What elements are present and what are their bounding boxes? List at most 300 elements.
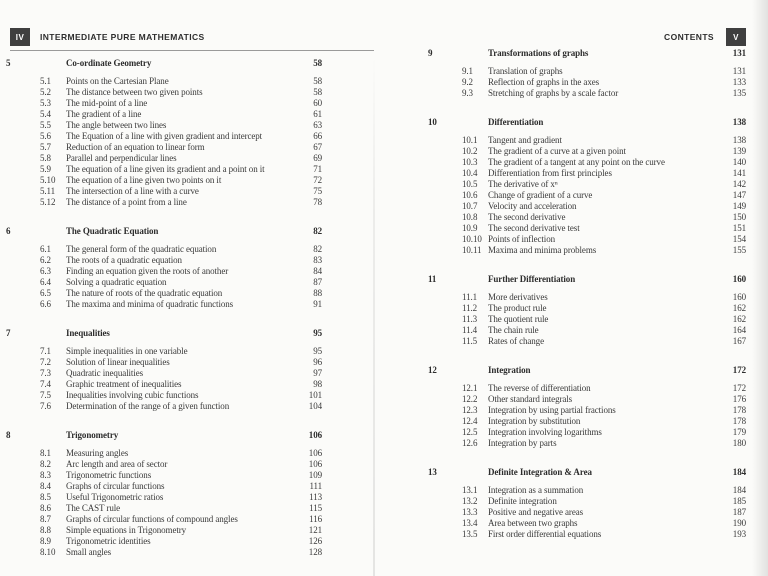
chapter-row <box>6 226 322 237</box>
entry-page-number: 95 <box>313 328 322 338</box>
entry-number: 10.1 <box>462 135 478 145</box>
chapter-5 <box>6 58 322 208</box>
section-row <box>428 314 746 325</box>
entry-page-number: 147 <box>732 190 746 200</box>
entry-page-number: 149 <box>732 201 746 211</box>
entry-title: Change of gradient of a curve <box>488 190 593 200</box>
entry-number: 8 <box>6 430 11 440</box>
entry-number: 5.9 <box>40 164 51 174</box>
section-row <box>6 299 322 310</box>
entry-title: Finding an equation given the roots of another <box>66 266 229 276</box>
section-row <box>6 368 322 379</box>
entry-page-number: 121 <box>308 525 322 535</box>
entry-page-number: 63 <box>313 120 322 130</box>
entry-page-number: 109 <box>308 470 322 480</box>
entry-number: 7.3 <box>40 368 51 378</box>
entry-page-number: 142 <box>732 179 746 189</box>
entry-page-number: 88 <box>313 288 322 298</box>
section-row <box>428 157 746 168</box>
entry-page-number: 140 <box>732 157 746 167</box>
entry-number: 6.4 <box>40 277 51 287</box>
entry-title: The distance of a point from a line <box>66 197 187 207</box>
entry-number: 13.3 <box>462 507 478 517</box>
section-row <box>6 109 322 120</box>
entry-title: Simple equations in Trigonometry <box>66 525 187 535</box>
entry-page-number: 66 <box>313 131 322 141</box>
section-row <box>428 405 746 416</box>
entry-number: 8.6 <box>40 503 51 513</box>
entry-title: More derivatives <box>488 292 548 302</box>
section-row <box>6 76 322 87</box>
entry-page-number: 72 <box>313 175 322 185</box>
section-row <box>428 223 746 234</box>
section-row <box>6 346 322 357</box>
entry-title: The maxima and minima of quadratic functions <box>66 299 234 309</box>
entry-page-number: 138 <box>732 135 746 145</box>
entry-title: Stretching of graphs by a scale factor <box>488 88 619 98</box>
entry-page-number: 135 <box>732 88 746 98</box>
section-row <box>428 416 746 427</box>
entry-number: 10.8 <box>462 212 478 222</box>
entry-page-number: 101 <box>308 390 322 400</box>
entry-number: 11 <box>428 274 437 284</box>
left-running-title: INTERMEDIATE PURE MATHEMATICS <box>40 32 205 42</box>
section-row <box>428 518 746 529</box>
entry-page-number: 106 <box>308 459 322 469</box>
entry-page-number: 179 <box>732 427 746 437</box>
entry-number: 13.2 <box>462 496 478 506</box>
entry-number: 10 <box>428 117 437 127</box>
entry-page-number: 60 <box>313 98 322 108</box>
entry-page-number: 190 <box>732 518 746 528</box>
entry-title: Tangent and gradient <box>488 135 562 145</box>
entry-number: 10.6 <box>462 190 478 200</box>
entry-title: Definite Integration & Area <box>488 467 592 477</box>
toc-right <box>428 48 746 540</box>
entry-title: Reflection of graphs in the axes <box>488 77 600 87</box>
entry-title: Co-ordinate Geometry <box>66 58 152 68</box>
entry-page-number: 160 <box>732 274 746 284</box>
entry-number: 5.12 <box>40 197 56 207</box>
entry-number: 8.4 <box>40 481 51 491</box>
entry-page-number: 184 <box>732 467 746 477</box>
entry-number: 12.1 <box>462 383 478 393</box>
entry-number: 13.5 <box>462 529 478 539</box>
entry-page-number: 131 <box>732 48 746 58</box>
left-folio-badge: IV <box>10 28 30 46</box>
entry-number: 5.3 <box>40 98 51 108</box>
entry-page-number: 172 <box>732 365 746 375</box>
page-header-right <box>428 28 746 46</box>
entry-number: 7.2 <box>40 357 51 367</box>
section-row <box>428 135 746 146</box>
entry-title: Solving a quadratic equation <box>66 277 167 287</box>
section-row <box>6 492 322 503</box>
chapter-row <box>6 328 322 339</box>
entry-title: Points on the Cartesian Plane <box>66 76 169 86</box>
entry-title: The equation of a line given two points on it <box>66 175 222 185</box>
section-row <box>6 255 322 266</box>
section-row <box>428 66 746 77</box>
section-row <box>6 470 322 481</box>
entry-title: Inequalities involving cubic functions <box>66 390 199 400</box>
entry-page-number: 193 <box>732 529 746 539</box>
entry-number: 11.1 <box>462 292 478 302</box>
chapter-row <box>428 467 746 478</box>
entry-title: The second derivative <box>488 212 566 222</box>
entry-number: 9.3 <box>462 88 473 98</box>
entry-page-number: 87 <box>313 277 322 287</box>
section-row <box>6 153 322 164</box>
entry-number: 5.8 <box>40 153 51 163</box>
section-row <box>428 303 746 314</box>
entry-number: 12.5 <box>462 427 478 437</box>
entry-number: 12.6 <box>462 438 478 448</box>
section-row <box>6 164 322 175</box>
entry-title: Reduction of an equation to linear form <box>66 142 205 152</box>
entry-number: 10.5 <box>462 179 478 189</box>
chapter-6 <box>6 226 322 310</box>
section-row <box>6 244 322 255</box>
entry-page-number: 131 <box>732 66 746 76</box>
entry-number: 5.11 <box>40 186 56 196</box>
entry-page-number: 178 <box>732 405 746 415</box>
chapter-row <box>6 58 322 69</box>
page-header-left <box>10 28 374 51</box>
entry-page-number: 115 <box>309 503 322 513</box>
entry-title: The intersection of a line with a curve <box>66 186 199 196</box>
section-row <box>6 87 322 98</box>
entry-number: 11.2 <box>462 303 478 313</box>
entry-number: 5.5 <box>40 120 51 130</box>
section-row <box>428 212 746 223</box>
entry-title: Differentiation from first principles <box>488 168 612 178</box>
entry-title: First order differential equations <box>488 529 602 539</box>
section-row <box>6 175 322 186</box>
chapter-row <box>428 365 746 376</box>
entry-title: Definite integration <box>488 496 557 506</box>
section-row <box>428 325 746 336</box>
entry-number: 10.7 <box>462 201 478 211</box>
entry-page-number: 162 <box>732 314 746 324</box>
entry-page-number: 91 <box>313 299 322 309</box>
entry-number: 10.2 <box>462 146 478 156</box>
entry-page-number: 82 <box>313 226 322 236</box>
entry-title: Graphic treatment of inequalities <box>66 379 182 389</box>
chapter-row <box>428 48 746 59</box>
entry-number: 6.5 <box>40 288 51 298</box>
entry-number: 8.3 <box>40 470 51 480</box>
entry-title: Graphs of circular functions <box>66 481 165 491</box>
entry-title: The roots of a quadratic equation <box>66 255 182 265</box>
entry-title: Measuring angles <box>66 448 129 458</box>
entry-title: Solution of linear inequalities <box>66 357 170 367</box>
section-row <box>6 131 322 142</box>
entry-page-number: 104 <box>308 401 322 411</box>
entry-title: The second derivative test <box>488 223 580 233</box>
chapter-13 <box>428 467 746 540</box>
entry-title: The nature of roots of the quadratic equation <box>66 288 223 298</box>
entry-page-number: 69 <box>313 153 322 163</box>
entry-title: Other standard integrals <box>488 394 573 404</box>
entry-title: The mid-point of a line <box>66 98 148 108</box>
entry-page-number: 138 <box>732 117 746 127</box>
entry-number: 12.4 <box>462 416 478 426</box>
entry-title: The gradient of a curve at a given point <box>488 146 626 156</box>
section-row <box>6 536 322 547</box>
chapter-7 <box>6 328 322 412</box>
entry-page-number: 141 <box>732 168 746 178</box>
entry-title: Graphs of circular functions of compound angles <box>66 514 238 524</box>
entry-title: The angle between two lines <box>66 120 167 130</box>
entry-title: Further Differentiation <box>488 274 576 284</box>
entry-page-number: 95 <box>313 346 322 356</box>
section-row <box>428 146 746 157</box>
entry-number: 13 <box>428 467 437 477</box>
section-row <box>428 179 746 190</box>
section-row <box>428 168 746 179</box>
entry-page-number: 162 <box>732 303 746 313</box>
entry-title: Integration <box>488 365 531 375</box>
entry-page-number: 180 <box>732 438 746 448</box>
entry-number: 10.10 <box>462 234 482 244</box>
section-row <box>6 481 322 492</box>
entry-page-number: 128 <box>308 547 322 557</box>
section-row <box>6 514 322 525</box>
entry-page-number: 160 <box>732 292 746 302</box>
entry-page-number: 111 <box>309 481 322 491</box>
section-row <box>428 438 746 449</box>
entry-title: Determination of the range of a given function <box>66 401 230 411</box>
entry-number: 6 <box>6 226 11 236</box>
entry-title: Integration as a summation <box>488 485 584 495</box>
section-row <box>6 503 322 514</box>
entry-number: 6.6 <box>40 299 51 309</box>
entry-number: 6.3 <box>40 266 51 276</box>
entry-number: 7 <box>6 328 11 338</box>
entry-page-number: 106 <box>308 448 322 458</box>
entry-title: The derivative of xⁿ <box>488 179 558 189</box>
entry-number: 5.10 <box>40 175 56 185</box>
section-row <box>6 288 322 299</box>
entry-page-number: 139 <box>732 146 746 156</box>
chapter-10 <box>428 117 746 256</box>
entry-number: 11.5 <box>462 336 478 346</box>
entry-title: Trigonometry <box>66 430 119 440</box>
section-row <box>428 292 746 303</box>
entry-title: The chain rule <box>488 325 539 335</box>
section-row <box>6 186 322 197</box>
section-row <box>428 427 746 438</box>
entry-number: 7.4 <box>40 379 51 389</box>
entry-number: 8.1 <box>40 448 51 458</box>
entry-number: 8.7 <box>40 514 51 524</box>
entry-number: 9 <box>428 48 433 58</box>
entry-number: 7.1 <box>40 346 51 356</box>
section-row <box>6 277 322 288</box>
entry-number: 13.1 <box>462 485 478 495</box>
entry-number: 7.6 <box>40 401 51 411</box>
entry-title: The quotient rule <box>488 314 549 324</box>
entry-number: 10.4 <box>462 168 478 178</box>
entry-number: 10.9 <box>462 223 478 233</box>
entry-page-number: 164 <box>732 325 746 335</box>
chapter-9 <box>428 48 746 99</box>
entry-title: Integration involving logarithms <box>488 427 602 437</box>
section-row <box>428 190 746 201</box>
entry-title: Integration by parts <box>488 438 557 448</box>
section-row <box>6 525 322 536</box>
entry-number: 5.4 <box>40 109 51 119</box>
toc-left <box>6 58 322 558</box>
section-row <box>6 142 322 153</box>
entry-page-number: 75 <box>313 186 322 196</box>
entry-number: 5 <box>6 58 11 68</box>
entry-page-number: 126 <box>308 536 322 546</box>
entry-title: Trigonometric identities <box>66 536 151 546</box>
entry-page-number: 172 <box>732 383 746 393</box>
chapter-12 <box>428 365 746 449</box>
entry-page-number: 133 <box>732 77 746 87</box>
entry-number: 5.1 <box>40 76 51 86</box>
entry-title: Maxima and minima problems <box>488 245 597 255</box>
section-row <box>428 234 746 245</box>
right-folio-badge: V <box>726 28 746 46</box>
entry-title: The Quadratic Equation <box>66 226 159 236</box>
section-row <box>428 507 746 518</box>
entry-title: Integration by substitution <box>488 416 581 426</box>
entry-page-number: 150 <box>732 212 746 222</box>
entry-title: The Equation of a line with given gradient and intercept <box>66 131 263 141</box>
entry-page-number: 184 <box>732 485 746 495</box>
entry-title: The equation of a line given its gradient and a point on it <box>66 164 265 174</box>
entry-title: Quadratic inequalities <box>66 368 144 378</box>
entry-number: 8.10 <box>40 547 56 557</box>
entry-title: The general form of the quadratic equation <box>66 244 217 254</box>
entry-page-number: 154 <box>732 234 746 244</box>
entry-number: 5.7 <box>40 142 51 152</box>
section-row <box>6 459 322 470</box>
section-row <box>6 390 322 401</box>
section-row <box>428 77 746 88</box>
entry-title: Points of inflection <box>488 234 555 244</box>
page-right <box>384 0 768 576</box>
entry-number: 5.2 <box>40 87 51 97</box>
section-row <box>428 245 746 256</box>
entry-number: 9.2 <box>462 77 473 87</box>
section-row <box>6 401 322 412</box>
entry-page-number: 113 <box>309 492 322 502</box>
section-row <box>428 336 746 347</box>
chapter-row <box>428 274 746 285</box>
entry-page-number: 58 <box>313 58 322 68</box>
entry-page-number: 83 <box>313 255 322 265</box>
section-row <box>6 197 322 208</box>
entry-number: 12.2 <box>462 394 478 404</box>
entry-page-number: 176 <box>732 394 746 404</box>
entry-title: Transformations of graphs <box>488 48 589 58</box>
section-row <box>6 547 322 558</box>
entry-title: Inequalities <box>66 328 110 338</box>
section-row <box>6 120 322 131</box>
entry-page-number: 71 <box>313 164 322 174</box>
entry-number: 12.3 <box>462 405 478 415</box>
section-row <box>428 485 746 496</box>
entry-number: 9.1 <box>462 66 473 76</box>
entry-number: 8.2 <box>40 459 51 469</box>
entry-title: Arc length and area of sector <box>66 459 168 469</box>
entry-number: 7.5 <box>40 390 51 400</box>
entry-title: Positive and negative areas <box>488 507 584 517</box>
chapter-8 <box>6 430 322 558</box>
section-row <box>6 266 322 277</box>
entry-number: 5.6 <box>40 131 51 141</box>
entry-page-number: 58 <box>313 76 322 86</box>
entry-number: 11.4 <box>462 325 478 335</box>
entry-number: 11.3 <box>462 314 478 324</box>
entry-title: The reverse of differentiation <box>488 383 591 393</box>
entry-title: Trigonometric functions <box>66 470 152 480</box>
entry-page-number: 67 <box>313 142 322 152</box>
chapter-11 <box>428 274 746 347</box>
entry-title: Velocity and acceleration <box>488 201 577 211</box>
entry-page-number: 82 <box>313 244 322 254</box>
entry-title: Simple inequalities in one variable <box>66 346 188 356</box>
entry-title: Integration by using partial fractions <box>488 405 616 415</box>
entry-title: The CAST rule <box>66 503 121 513</box>
section-row <box>6 98 322 109</box>
entry-number: 6.1 <box>40 244 51 254</box>
section-row <box>428 496 746 507</box>
section-row <box>6 357 322 368</box>
entry-page-number: 116 <box>309 514 322 524</box>
entry-title: The gradient of a line <box>66 109 142 119</box>
section-row <box>428 88 746 99</box>
entry-number: 8.9 <box>40 536 51 546</box>
entry-page-number: 167 <box>732 336 746 346</box>
entry-number: 6.2 <box>40 255 51 265</box>
entry-page-number: 155 <box>732 245 746 255</box>
entry-title: Translation of graphs <box>488 66 563 76</box>
entry-number: 10.3 <box>462 157 478 167</box>
entry-page-number: 98 <box>313 379 322 389</box>
entry-page-number: 61 <box>313 109 322 119</box>
entry-page-number: 97 <box>313 368 322 378</box>
entry-page-number: 178 <box>732 416 746 426</box>
section-row <box>428 383 746 394</box>
entry-number: 8.5 <box>40 492 51 502</box>
section-row <box>6 379 322 390</box>
entry-page-number: 185 <box>732 496 746 506</box>
entry-page-number: 106 <box>308 430 322 440</box>
entry-title: The gradient of a tangent at any point on the curve <box>488 157 665 167</box>
entry-page-number: 96 <box>313 357 322 367</box>
section-row <box>428 201 746 212</box>
entry-page-number: 84 <box>313 266 322 276</box>
entry-title: The distance between two given points <box>66 87 203 97</box>
entry-page-number: 187 <box>732 507 746 517</box>
entry-number: 8.8 <box>40 525 51 535</box>
entry-title: Small angles <box>66 547 112 557</box>
entry-title: Parallel and perpendicular lines <box>66 153 177 163</box>
entry-page-number: 78 <box>313 197 322 207</box>
section-row <box>428 529 746 540</box>
entry-title: Rates of change <box>488 336 544 346</box>
section-row <box>6 448 322 459</box>
entry-number: 10.11 <box>462 245 482 255</box>
entry-title: The product rule <box>488 303 547 313</box>
right-running-title: CONTENTS <box>664 32 714 42</box>
